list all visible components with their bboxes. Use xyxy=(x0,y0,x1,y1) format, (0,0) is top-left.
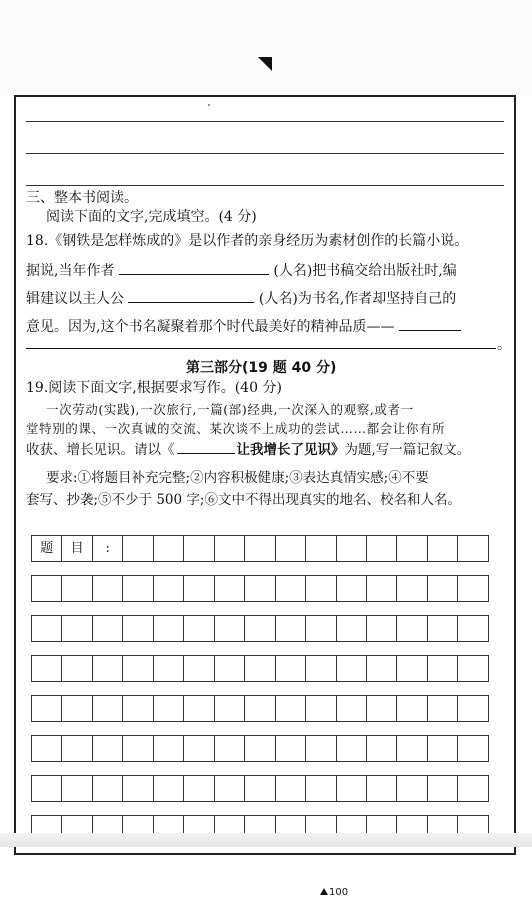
writing-cell[interactable] xyxy=(366,775,397,802)
section-instruction: 阅读下面的文字,完成填空。(4 分) xyxy=(46,209,257,225)
writing-cell[interactable] xyxy=(336,695,367,722)
spirit-quality-blank-continued[interactable] xyxy=(26,348,496,349)
spirit-quality-blank[interactable] xyxy=(399,315,461,331)
writing-cell[interactable] xyxy=(427,615,458,642)
writing-cell[interactable] xyxy=(214,535,245,562)
writing-cell[interactable] xyxy=(366,735,397,762)
writing-cell[interactable] xyxy=(366,575,397,602)
writing-cell[interactable] xyxy=(122,695,153,722)
writing-cell[interactable] xyxy=(396,575,427,602)
writing-cell[interactable] xyxy=(214,575,245,602)
scan-bottom-edge xyxy=(0,833,532,847)
writing-cell[interactable] xyxy=(305,735,336,762)
prompt-paragraph-line-3 xyxy=(26,439,470,460)
writing-cell[interactable] xyxy=(457,695,488,722)
writing-cell[interactable] xyxy=(275,615,306,642)
writing-cell[interactable] xyxy=(153,575,184,602)
question-18-line-3 xyxy=(26,287,456,309)
writing-cell[interactable] xyxy=(275,575,306,602)
writing-cell[interactable] xyxy=(92,695,123,722)
scan-top-margin xyxy=(0,0,532,95)
writing-cell[interactable] xyxy=(244,735,275,762)
writing-cell[interactable] xyxy=(336,735,367,762)
writing-cell[interactable] xyxy=(305,695,336,722)
writing-cell[interactable] xyxy=(366,655,397,682)
writing-cell[interactable] xyxy=(31,695,62,722)
writing-cell[interactable] xyxy=(244,615,275,642)
writing-cell[interactable] xyxy=(153,655,184,682)
writing-cell[interactable] xyxy=(153,695,184,722)
q18-text-3a: 辑建议以主人公 xyxy=(26,291,124,307)
writing-cell[interactable] xyxy=(183,615,214,642)
writing-row xyxy=(31,695,503,722)
writing-cell[interactable] xyxy=(61,775,92,802)
writing-cell[interactable] xyxy=(336,615,367,642)
requirements-line-1: 要求:①将题目补充完整;②内容积极健康;③表达真情实感;④不要 xyxy=(46,470,429,486)
writing-cell[interactable] xyxy=(427,735,458,762)
part3-heading: 第三部分(19 题 40 分) xyxy=(186,360,337,376)
writing-cell[interactable] xyxy=(275,655,306,682)
p3-text-b: 让我增长了见识》 xyxy=(236,442,345,458)
writing-cell[interactable] xyxy=(183,695,214,722)
writing-cell[interactable] xyxy=(396,615,427,642)
writing-cell[interactable] xyxy=(214,615,245,642)
writing-cell[interactable] xyxy=(396,775,427,802)
writing-cell[interactable] xyxy=(153,535,184,562)
essay-title-blank[interactable] xyxy=(177,439,235,454)
word-count-marker xyxy=(320,887,348,898)
answer-line-1 xyxy=(26,121,504,122)
answer-line-2 xyxy=(26,153,504,154)
writing-cell[interactable] xyxy=(214,695,245,722)
writing-cell[interactable] xyxy=(427,695,458,722)
question-18-line-1: 18.《钢铁是怎样炼成的》是以作者的亲身经历为素材创作的长篇小说。 xyxy=(26,233,469,249)
writing-cell[interactable] xyxy=(122,655,153,682)
writing-cell[interactable] xyxy=(31,735,62,762)
writing-cell[interactable] xyxy=(305,535,336,562)
question-18-line-2 xyxy=(26,259,457,281)
question-19: 19.阅读下面文字,根据要求写作。(40 分) xyxy=(26,380,282,396)
title-label-cell: 目 xyxy=(61,535,92,562)
writing-cell[interactable] xyxy=(183,775,214,802)
writing-cell[interactable] xyxy=(61,655,92,682)
q18-text-3b: (人名)为书名,作者却坚持自己的 xyxy=(258,291,457,307)
writing-cell[interactable] xyxy=(366,695,397,722)
writing-cell[interactable] xyxy=(396,695,427,722)
writing-cell[interactable] xyxy=(61,735,92,762)
writing-cell[interactable] xyxy=(122,615,153,642)
writing-cell[interactable] xyxy=(336,575,367,602)
word-count-label: 100 xyxy=(329,887,349,898)
writing-cell[interactable] xyxy=(92,775,123,802)
writing-cell[interactable] xyxy=(183,575,214,602)
writing-cell[interactable] xyxy=(427,535,458,562)
writing-cell[interactable] xyxy=(457,575,488,602)
writing-cell[interactable] xyxy=(92,575,123,602)
p3-text-a: 收获、增长见识。请以《 xyxy=(26,442,175,458)
writing-cell[interactable] xyxy=(427,775,458,802)
essay-grid xyxy=(31,533,503,863)
writing-cell[interactable] xyxy=(31,615,62,642)
writing-cell[interactable] xyxy=(396,735,427,762)
writing-cell[interactable] xyxy=(457,535,488,562)
writing-cell[interactable] xyxy=(275,735,306,762)
writing-cell[interactable] xyxy=(244,775,275,802)
writing-cell[interactable] xyxy=(153,775,184,802)
writing-cell[interactable] xyxy=(214,775,245,802)
writing-cell[interactable] xyxy=(92,615,123,642)
writing-cell[interactable] xyxy=(153,735,184,762)
answer-line-3 xyxy=(26,185,504,186)
writing-cell[interactable] xyxy=(183,655,214,682)
writing-cell[interactable] xyxy=(396,655,427,682)
writing-cell[interactable] xyxy=(336,775,367,802)
writing-cell[interactable] xyxy=(153,615,184,642)
writing-cell[interactable] xyxy=(122,735,153,762)
writing-cell[interactable] xyxy=(92,655,123,682)
q18-text-2a: 据说,当年作者 xyxy=(26,263,115,279)
writing-cell[interactable] xyxy=(122,775,153,802)
writing-row xyxy=(31,655,503,682)
writing-cell[interactable] xyxy=(183,735,214,762)
writing-row xyxy=(31,615,503,642)
writing-cell[interactable] xyxy=(244,695,275,722)
writing-cell[interactable] xyxy=(427,655,458,682)
writing-cell[interactable] xyxy=(122,575,153,602)
writing-cell[interactable] xyxy=(457,775,488,802)
writing-cell[interactable] xyxy=(336,655,367,682)
protagonist-name-blank[interactable] xyxy=(128,287,254,303)
section-heading: 三、整本书阅读。 xyxy=(26,190,138,206)
end-period: 。 xyxy=(497,337,511,353)
prompt-paragraph-line-2: 堂特别的课、一次真诚的交流、某次谈不上成功的尝试……都会让你有所 xyxy=(26,421,446,436)
writing-cell[interactable] xyxy=(305,615,336,642)
writing-cell[interactable] xyxy=(214,735,245,762)
writing-cell[interactable] xyxy=(275,535,306,562)
writing-cell[interactable] xyxy=(31,655,62,682)
q18-text-4: 意见。因为,这个书名凝聚着那个时代最美好的精神品质—— xyxy=(26,319,395,335)
writing-cell[interactable] xyxy=(61,615,92,642)
p3-text-c: 为题,写一篇记叙文。 xyxy=(344,442,471,458)
triangle-icon xyxy=(320,888,328,895)
writing-cell[interactable] xyxy=(366,535,397,562)
writing-cell[interactable] xyxy=(396,535,427,562)
writing-row xyxy=(31,575,503,602)
title-label-cell: 题 xyxy=(31,535,62,562)
author-name-blank[interactable] xyxy=(119,259,269,275)
writing-cell[interactable] xyxy=(31,775,62,802)
writing-row xyxy=(31,735,503,762)
writing-cell[interactable] xyxy=(61,695,92,722)
writing-cell[interactable] xyxy=(305,775,336,802)
title-row xyxy=(31,535,503,562)
writing-cell[interactable] xyxy=(183,535,214,562)
writing-cell[interactable] xyxy=(457,655,488,682)
writing-cell[interactable] xyxy=(305,575,336,602)
writing-cell[interactable] xyxy=(275,775,306,802)
writing-cell[interactable] xyxy=(305,655,336,682)
writing-row xyxy=(31,775,503,802)
writing-cell[interactable] xyxy=(122,535,153,562)
writing-cell[interactable] xyxy=(275,695,306,722)
requirements-line-2: 套写、抄袭;⑤不少于 500 字;⑥文中不得出现真实的地名、校名和人名。 xyxy=(26,492,461,508)
writing-cell[interactable] xyxy=(366,615,397,642)
title-label-cell: : xyxy=(92,535,123,562)
writing-cell[interactable] xyxy=(457,615,488,642)
writing-cell[interactable] xyxy=(244,535,275,562)
writing-cell[interactable] xyxy=(31,575,62,602)
writing-cell[interactable] xyxy=(214,655,245,682)
question-18-line-4 xyxy=(26,315,461,337)
answer-sheet xyxy=(14,95,516,898)
writing-cell[interactable] xyxy=(427,575,458,602)
writing-cell[interactable] xyxy=(92,735,123,762)
writing-cell[interactable] xyxy=(244,655,275,682)
writing-cell[interactable] xyxy=(244,575,275,602)
corner-triangle-mark xyxy=(258,57,272,71)
writing-cell[interactable] xyxy=(336,535,367,562)
scan-speck xyxy=(208,104,210,106)
writing-cell[interactable] xyxy=(61,575,92,602)
writing-cell[interactable] xyxy=(457,735,488,762)
q18-text-2b: (人名)把书稿交给出版社时,编 xyxy=(273,263,457,279)
prompt-paragraph-line-1: 一次劳动(实践),一次旅行,一篇(部)经典,一次深入的观察,或者一 xyxy=(46,402,414,417)
